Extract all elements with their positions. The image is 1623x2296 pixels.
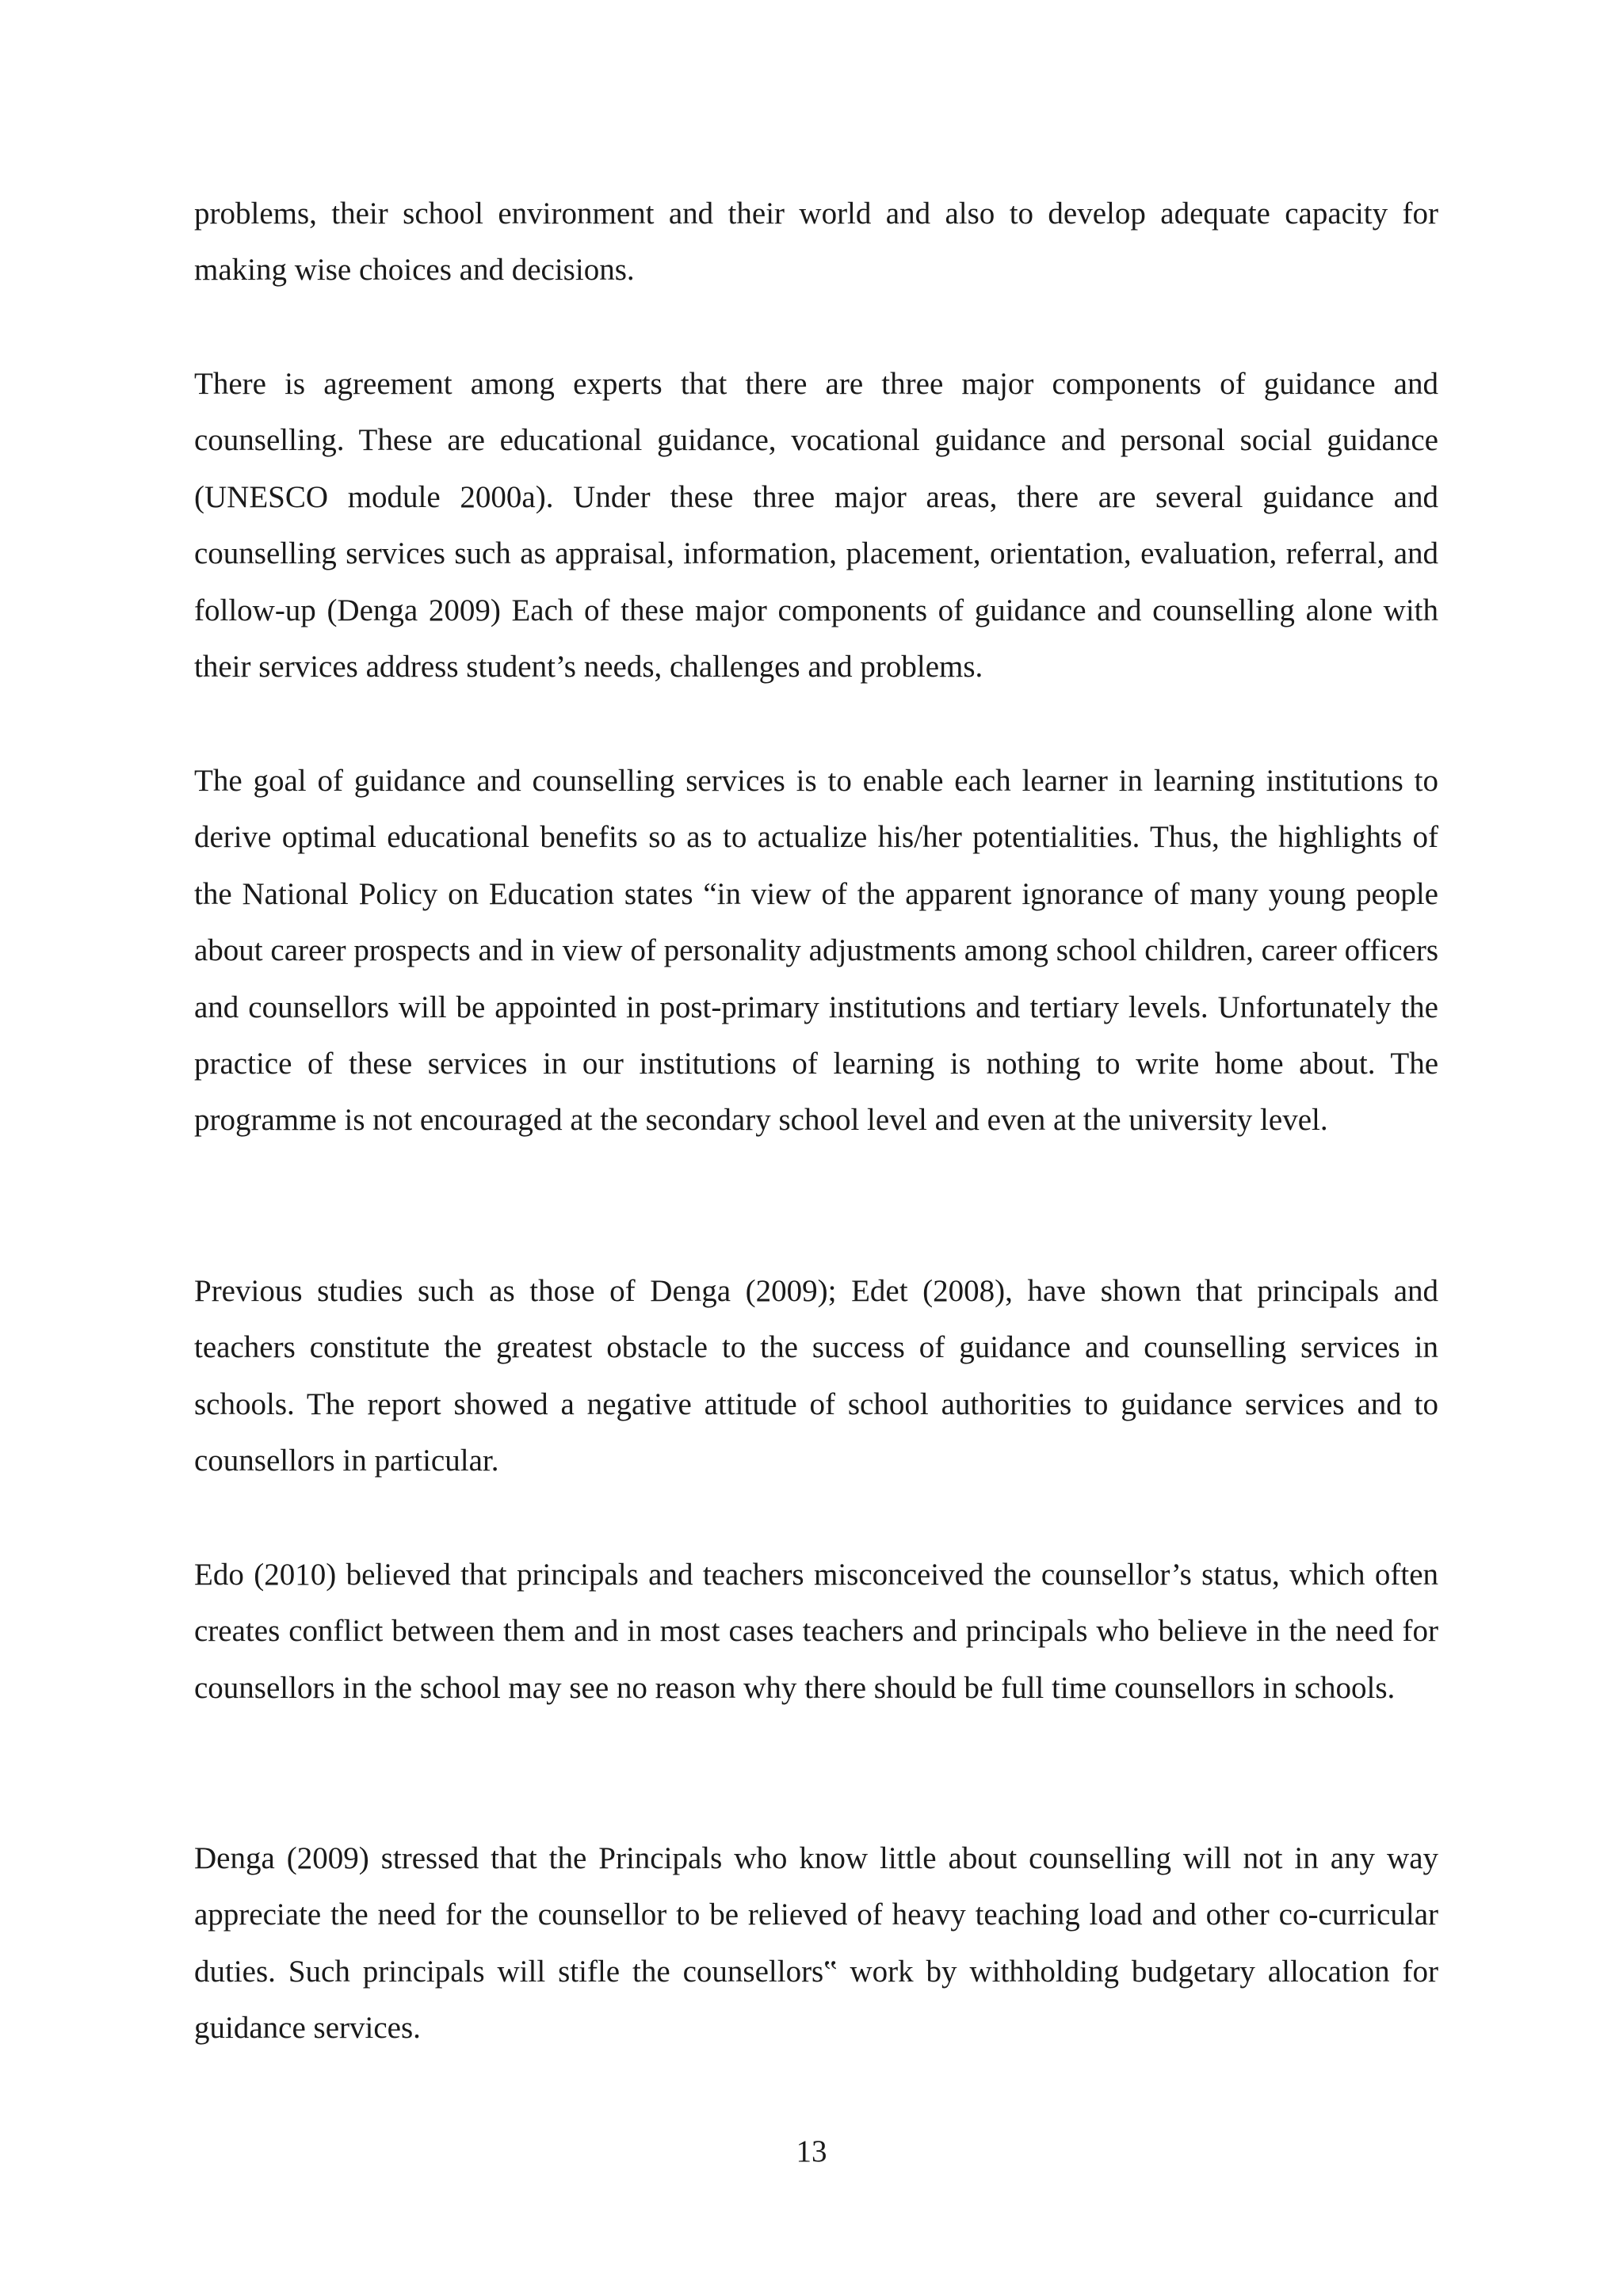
page-number: 13	[796, 2134, 827, 2168]
paragraph-goal-of-guidance: The goal of guidance and counselling services is to enable each learner in learning institutions to derive optimal educational benefits so as to actualize his/her potentialities. Thus, the highlights of the National Policy on Education states “in view of the apparent ignorance of many young people about career prospects and in view of personality adjustments among school children, career officers and counsellors will be appointed in post-primary institutions and tertiary levels. Unfortunately the practice of these services in our institutions of learning is nothing to write home about. The programme is not encouraged at the secondary school level and even at the university level.	[194, 764, 1438, 1138]
paragraph-previous-studies: Previous studies such as those of Denga (2009); Edet (2008), have shown that principals and teachers constitute the greatest obstacle to the success of guidance and counselling services in schools. The report showed a negative attitude of school authorities to guidance services and to counsellors in particular.	[194, 1274, 1438, 1478]
paragraph-continuation: problems, their school environment and their world and also to develop adequate capacity for making wise choices and decisions.	[194, 196, 1438, 288]
paragraph-edo-2010: Edo (2010) believed that principals and teachers misconceived the counsellor’s status, which often creates conflict between them and in most cases teachers and principals who believe in the need for counsellors in the school may see no reason why there should be full time counsellors in schools.	[194, 1558, 1438, 1705]
paragraph-components-of-guidance: There is agreement among experts that there are three major components of guidance and counselling. These are educational guidance, vocational guidance and personal social guidance (UNESCO module 2000a). Under these three major areas, there are several guidance and counselling services such as appraisal, information, placement, orientation, evaluation, referral, and follow-up (Denga 2009) Each of these major components of guidance and counselling alone with their services address student’s needs, challenges and problems.	[194, 367, 1438, 685]
paragraph-denga-2009: Denga (2009) stressed that the Principals who know little about counselling will not in any way appreciate the need for the counsellor to be relieved of heavy teaching load and other co-curricular duties. Such principals will stifle the counsellors‟ work by withholding budgetary allocation for guidance services.	[194, 1841, 1438, 2046]
